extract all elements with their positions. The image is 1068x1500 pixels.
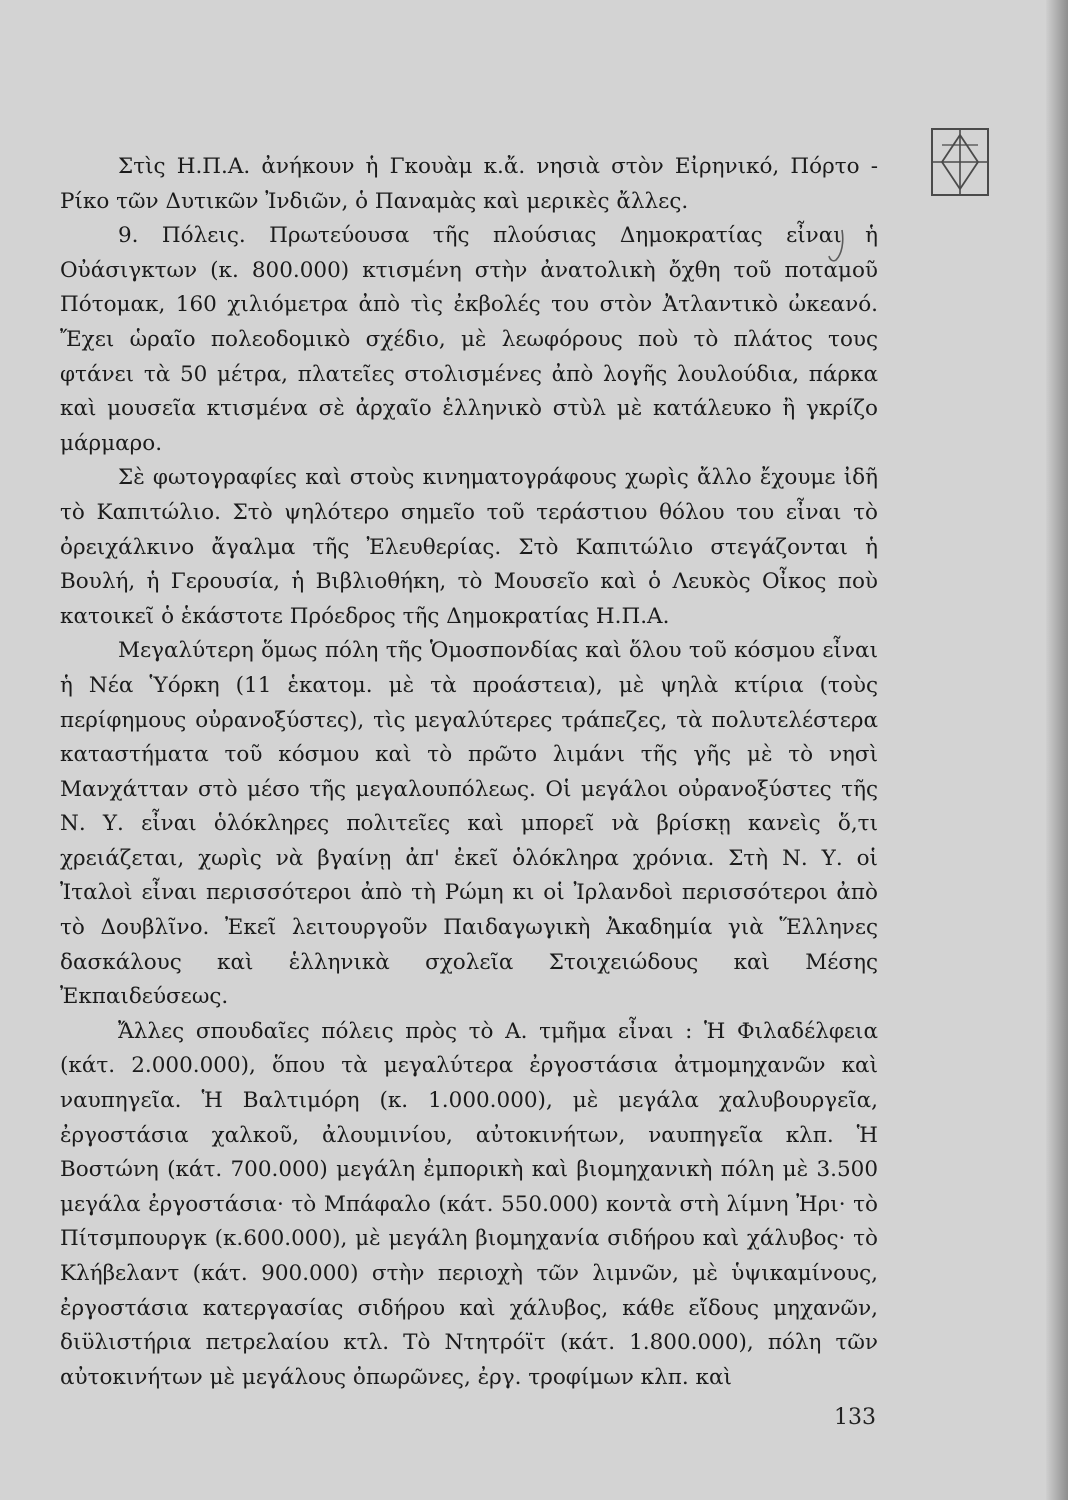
paragraph: 9. Πόλεις. Πρωτεύουσα τῆς πλούσιας Δημοκρατίας εἶναι ἡ Οὐάσιγκτων (κ. 800.000) κτισμένη στὴν ἀνατολικὴ ὄχθη τοῦ ποταμοῦ Πότομακ, 160 χιλιόμετρα ἀπὸ τὶς ἐκβολές του στὸν Ἀτλαντικὸ ὠκεανό. Ἔχει ὡραῖο πολεοδομικὸ σχέδιο, μὲ λεωφόρους ποὺ τὸ πλάτος τους φτάνει τὰ 50 μέτρα, πλατεῖες στολισμένες ἀπὸ λογῆς λουλούδια, πάρκα καὶ μουσεῖα κτισμένα σὲ ἀρχαῖο ἑλληνικὸ στὺλ μὲ κατάλευκο ἢ γκρίζο μάρμαρο. [60,223,878,456]
page-edge [1046,0,1068,1500]
library-stamp-icon [928,125,992,199]
paragraph: Ἄλλες σπουδαῖες πόλεις πρὸς τὸ Α. τμῆμα εἶναι : Ἡ Φιλαδέλφεια (κάτ. 2.000.000), ὅπου τὰ μεγαλύτερα ἐργοστάσια ἀτμομηχανῶν καὶ ναυπηγεῖα. Ἡ Βαλτιμόρη (κ. 1.000.000), μὲ μεγάλα χαλυβουργεῖα, ἐργοστάσια χαλκοῦ, ἀλουμινίου, αὐτοκινήτων, ναυπηγεῖα κλπ. Ἡ Βοστώνη (κάτ. 700.000) μεγάλη ἐμπορικὴ καὶ βιομηχανικὴ πόλη μὲ 3.500 μεγάλα ἐργοστάσια· τὸ Μπάφαλο (κάτ. 550.000) κοντὰ στὴ λίμνη Ἠρι· τὸ Πίτσμπουργκ (κ.600.000), μὲ μεγάλη βιομηχανία σιδήρου καὶ χάλυβος· τὸ Κλήβελαντ (κάτ. 900.000) στὴν περιοχὴ τῶν λιμνῶν, μὲ ὑψικαμίνους, ἐργοστάσια κατεργασίας σιδήρου καὶ χάλυβος, κάθε εἴδους μηχανῶν, διϋλιστήρια πετρελαίου κτλ. Τὸ Ντητρόϊτ (κάτ. 1.800.000), πόλη τῶν αὐτοκινήτων μὲ μεγάλους ὀπωρῶνες, ἐργ. τροφίμων κλπ. καὶ [60,1018,878,1390]
body-text [60,150,878,1395]
page-number: 133 [834,1405,876,1430]
paragraph: Μεγαλύτερη ὅμως πόλη τῆς Ὁμοσπονδίας καὶ ὅλου τοῦ κόσμου εἶναι ἡ Νέα Ὑόρκη (11 ἑκατομ. μὲ τὰ προάστεια), μὲ ψηλὰ κτίρια (τοὺς περίφημους οὐρανοξύστες), τὶς μεγαλύτερες τράπεζες, τὰ πολυτελέστερα καταστήματα τοῦ κόσμου καὶ τὸ πρῶτο λιμάνι τῆς γῆς μὲ τὸ νησὶ Μανχάτταν στὸ μέσο τῆς μεγαλουπόλεως. Οἱ μεγάλοι οὐρανοξύστες τῆς Ν. Υ. εἶναι ὁλόκληρες πολιτεῖες καὶ μπορεῖ νὰ βρίσκῃ κανεὶς ὅ,τι χρειάζεται, χωρὶς νὰ βγαίνῃ ἀπ' ἐκεῖ ὁλόκληρα χρόνια. Στὴ Ν. Υ. οἱ Ἰταλοὶ εἶναι περισσότεροι ἀπὸ τὴ Ρώμη κι οἱ Ἰρλανδοὶ περισσότεροι ἀπὸ τὸ Δουβλῖνο. Ἐκεῖ λειτουργοῦν Παιδαγωγικὴ Ἀκαδημία γιὰ Ἕλληνες δασκάλους καὶ ἑλληνικὰ σχολεῖα Στοιχειώδους καὶ Μέσης Ἐκπαιδεύσεως. [60,638,878,1010]
paragraph: Σὲ φωτογραφίες καὶ στοὺς κινηματογράφους χωρὶς ἄλλο ἔχουμε ἰδῆ τὸ Καπιτώλιο. Στὸ ψηλότερο σημεῖο τοῦ τεράστιου θόλου του εἶναι τὸ ὀρειχάλκινο ἄγαλμα τῆς Ἐλευθερίας. Στὸ Καπιτώλιο στεγάζονται ἡ Βουλή, ἡ Γερουσία, ἡ Βιβλιοθήκη, τὸ Μουσεῖο καὶ ὁ Λευκὸς Οἶκος ποὺ κατοικεῖ ὁ ἑκάστοτε Πρόεδρος τῆς Δημοκρατίας Η.Π.Α. [60,465,878,629]
paragraph: Στὶς Η.Π.Α. ἀνήκουν ἡ Γκουὰμ κ.ἄ. νησιὰ στὸν Εἰρηνικό, Πόρτο - Ρίκο τῶν Δυτικῶν Ἰνδιῶν, ὁ Παναμὰς καὶ μερικὲς ἄλλες. [60,154,878,214]
